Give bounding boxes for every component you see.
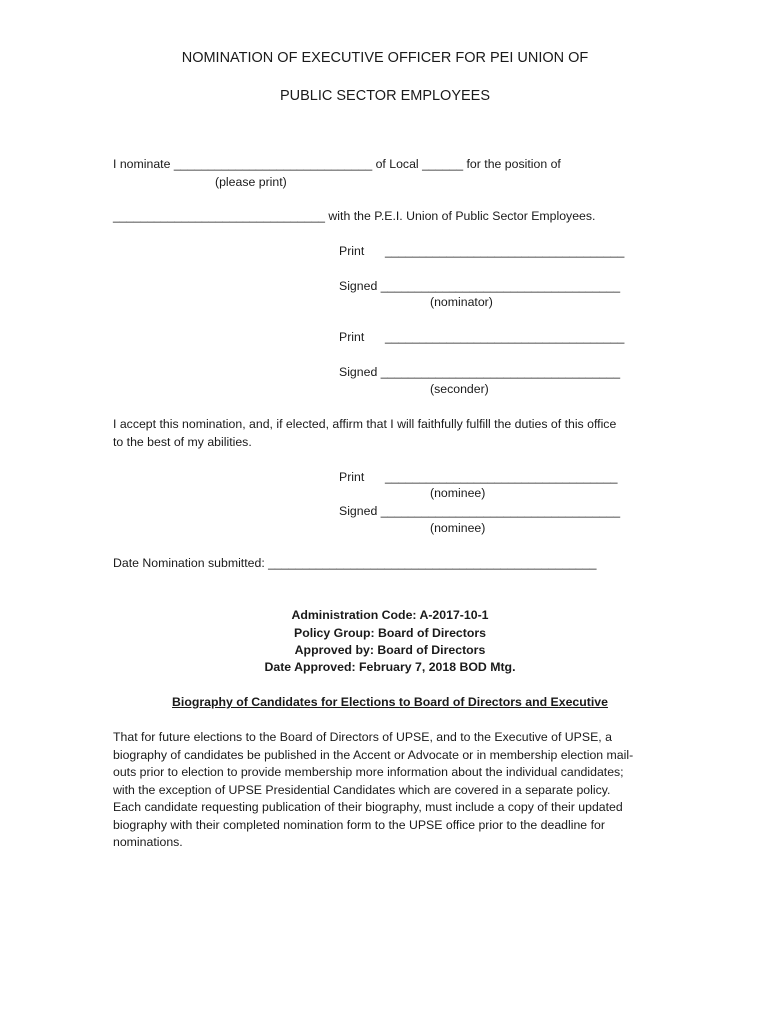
nominee-signed-field[interactable]: Signed ___________________________________ bbox=[339, 504, 621, 518]
biography-line: biography of candidates be published in the Accent or Advocate or in membership election mail- bbox=[113, 747, 634, 762]
nominee-role-label-2: (nominee) bbox=[430, 521, 486, 535]
approved-by: Approved by: Board of Directors bbox=[294, 643, 486, 657]
date-approved: Date Approved: February 7, 2018 BOD Mtg. bbox=[264, 660, 516, 674]
biography-line: Each candidate requesting publication of their biography, must include a copy of their updated bbox=[113, 800, 623, 814]
policy-group: Policy Group: Board of Directors bbox=[294, 626, 486, 640]
nominee-print-field[interactable]: __________________________________ bbox=[385, 470, 618, 484]
acceptance-line-2: to the best of my abilities. bbox=[113, 435, 252, 449]
biography-line: That for future elections to the Board of Directors of UPSE, and to the Executive of UPSE, a bbox=[113, 730, 612, 744]
nominator-role-label: (nominator) bbox=[430, 295, 493, 309]
biography-paragraph bbox=[113, 729, 673, 852]
nominator-signed-field[interactable]: Signed ___________________________________ bbox=[339, 279, 621, 293]
seconder-role-label: (seconder) bbox=[430, 382, 489, 396]
union-line: _______________________________ with the P.E.I. Union of Public Sector Employees. bbox=[113, 209, 596, 223]
date-submitted-field[interactable]: Date Nomination submitted: ________________________________________________ bbox=[113, 556, 597, 570]
admin-code: Administration Code: A-2017-10-1 bbox=[291, 608, 489, 622]
biography-line: biography with their completed nomination form to the UPSE office prior to the deadline for bbox=[113, 817, 605, 832]
nominator-print-field[interactable]: ___________________________________ bbox=[385, 244, 625, 258]
nominee-print-label: Print bbox=[339, 470, 365, 484]
biography-heading: Biography of Candidates for Elections to Board of Directors and Executive bbox=[172, 695, 608, 709]
biography-line: with the exception of UPSE Presidential Candidates which are covered in a separate policy. bbox=[113, 782, 611, 797]
biography-line: outs prior to election to provide membership more information about the individual candidates; bbox=[113, 765, 624, 779]
document-title-line-2: PUBLIC SECTOR EMPLOYEES bbox=[279, 88, 491, 104]
nominator-print-label: Print bbox=[339, 244, 365, 258]
nomination-line: I nominate _____________________________ of Local ______ for the position of bbox=[113, 157, 561, 171]
seconder-print-field[interactable]: ___________________________________ bbox=[385, 330, 625, 344]
please-print-note: (please print) bbox=[215, 175, 287, 189]
seconder-signed-field[interactable]: Signed ___________________________________ bbox=[339, 365, 621, 379]
acceptance-line-1: I accept this nomination, and, if elected, affirm that I will faithfully fulfill the duties of this office bbox=[113, 417, 617, 431]
seconder-print-label: Print bbox=[339, 330, 365, 344]
biography-line: nominations. bbox=[113, 835, 183, 849]
document-title-line-1: NOMINATION OF EXECUTIVE OFFICER FOR PEI UNION OF bbox=[181, 50, 589, 66]
nominee-role-label-1: (nominee) bbox=[430, 486, 486, 500]
